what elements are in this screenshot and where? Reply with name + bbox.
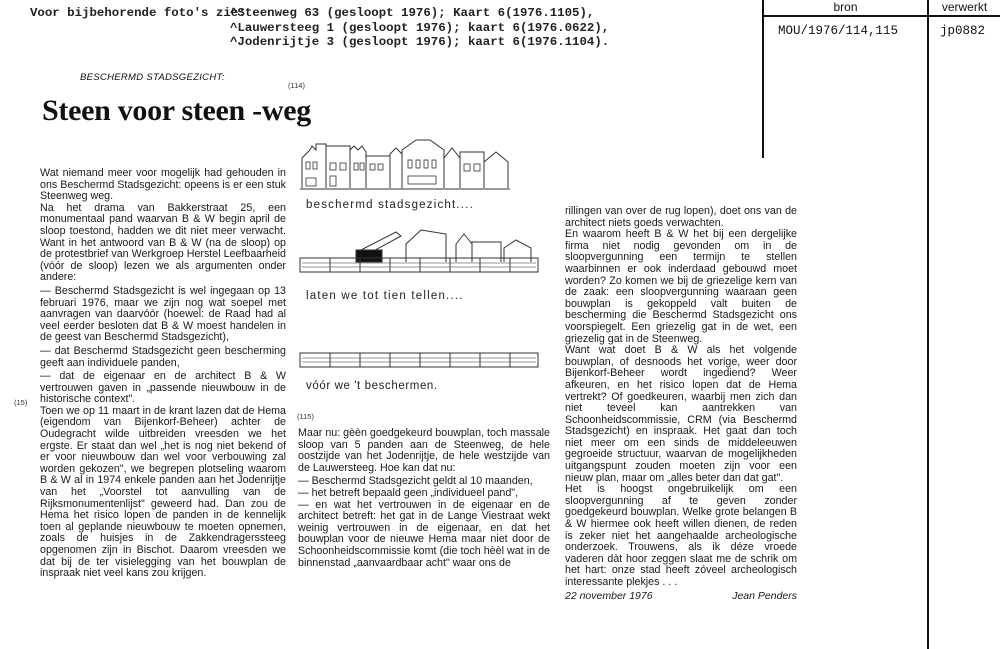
paragraph: — Beschermd Stadsgezicht is wel ingegaan op 13 februari 1976, maar we zijn nog wat soepel met aanvragen van daarvóór (hoewel: de Raad had al veel eerder besloten dat B & W moest handelen in de geest van Beschermd Stadsgezicht), xyxy=(40,284,286,344)
window-marks xyxy=(306,160,480,186)
table-header-bron: bron xyxy=(833,0,858,14)
table-value-bron: MOU/1976/114,115 xyxy=(778,24,899,38)
demolition-illustration xyxy=(296,222,546,282)
article-column-3 xyxy=(565,206,797,602)
table-header-verwerkt: verwerkt xyxy=(941,0,988,14)
photo-reference-note xyxy=(30,6,609,50)
article-author: Jean Penders xyxy=(732,589,797,602)
article-date: 22 november 1976 xyxy=(565,589,653,602)
table-value-verwerkt: jp0882 xyxy=(940,24,986,38)
illustration-caption: beschermd stadsgezicht.... xyxy=(306,199,474,211)
paragraph: Maar nu: gèèn goedgekeurd bouwplan, toch massale sloop van 5 panden aan de Steenweg, de hele oostzijde van het Jodenrijtje, de hele westzijde van de Lauwersteeg. Hoe kan dat nu: xyxy=(298,427,550,474)
paragraph: En waarom heeft B & W het bij een dergelijke firma niet nodig gevonden om in de sloopvergunning een termijn te stellen waarbinnen er ook inderdaad gebouwd moet worden? Zo komen we bij de griezelige kern van de zaak: een sloopvergunning waaraan geen bouwplan is gekoppeld valt buiten de bescherming die Beschermd Stadsgezicht ons voorspiegelt. Een griezelig gat in de wet, een griezelig gat in de Steenweg. xyxy=(565,228,797,345)
article-kicker: BESCHERMD STADSGEZICHT: xyxy=(80,72,225,83)
paragraph: — dat de eigenaar en de architect B & W vertrouwen gaven in „passende nieuwbouw in de historische context". xyxy=(40,370,286,406)
margin-mark: (15) xyxy=(14,398,28,407)
article-headline: Steen voor steen -weg xyxy=(42,94,311,127)
photo-reference-list xyxy=(230,6,609,50)
paragraph: Toen we op 11 maart in de krant lazen dat de Hema (eigendom van Bijenkorf-Beheer) achter de Oudegracht wilde uitbreiden vreesden we het ergste. Er staat dan wel „het is nog niet bekend of er voor nieuwbouw dan wel voor verbouwing zal worden gekozen", we begrepen plotseling waarom B & W al in 1974 enkele panden aan het Jodenrijtje van het „Voorstel tot aanvulling van de Rijksmonumentenlijst" geweerd had. Dan zou de Hema het risico lopen de panden in de kennelijk toen al geplande nieuwbouw te moeten opnemen, zoals de huisjes in de Zakkendragerssteeg opgenomen zijn in Bischot. Daarom vreesden we dat bij de ter visielegging van het bouwplan de inspraak niet veel kans zou krijgen. xyxy=(40,404,286,580)
remaining-facades-drawing xyxy=(406,230,531,262)
article-column-2 xyxy=(298,428,550,569)
article-signature xyxy=(565,590,797,602)
photo-reference: ^Steenweg 63 (gesloopt 1976); Kaart 6(1976.1105), xyxy=(230,6,595,20)
table-header-rule xyxy=(762,15,1000,17)
paragraph: — Beschermd Stadsgezicht geldt al 10 maanden, xyxy=(298,475,533,488)
illustration-caption: laten we tot tien tellen.... xyxy=(306,290,464,302)
fence-illustration xyxy=(296,350,546,370)
table-divider-mid xyxy=(927,0,929,649)
paragraph: Want wat doet B & W als het volgende bouwplan, of desnoods het vorige, weer door Bijenkorf-Beheer wordt ingediend? Weer afkeuren, en het risico lopen dat de Hema vertrekt? Of goedkeuren, waarbij men zich dan niet teveel kan aantrekken van Schoonheidscommissie, CRM (via Beschermd Stadsgezicht) en inspraak. Het gaat dan toch niet meer om een sinds de middeleeuwen gegroeide structuur, waarvan de mogelijkheden uitgangspunt zouden moeten zijn voor een nieuw plan, maar om „alles beter dan dat gat". xyxy=(565,344,797,484)
margin-mark: (115) xyxy=(297,412,314,421)
house-facades-drawing xyxy=(300,140,510,189)
paragraph: — het betreft bepaald geen „individueel pand", xyxy=(298,486,519,499)
illustration-caption: vóór we 't beschermen. xyxy=(306,380,438,392)
fence-drawing xyxy=(300,258,538,272)
paragraph: — en wat het vertrouwen in de eigenaar en de architect betreft: het gat in de Lange Viestraat wekt weinig vertrouwen in de eigenaar, en dat het bouwplan voor de nieuwe Hema maar niet door de Schoonheidscommissie komt (die toch hèèl wat in de binnenstad „aanvaardbaar acht" waar ons de xyxy=(298,498,550,569)
paragraph: Het is hoogst ongebruikelijk om een sloopvergunning af te geven zonder goedgekeurd bouwplan. Welke grote belangen B & W hiermee ook heeft willen dienen, de reden is zeker niet het aangehaalde archeologische onderzoek. Trouwens, als ik déze vroede vaderen dàt hoor zeggen slaat me de schrik om het hart: onze stad heeft zóveel archeologisch interessante plekjes . . . xyxy=(565,483,797,588)
paragraph: rillingen van over de rug lopen), doet ons van de architect niets goeds verwachten. xyxy=(565,205,797,229)
paragraph: — dat Beschermd Stadsgezicht geen bescherming geeft aan individuele panden, xyxy=(40,344,286,369)
paragraph: Wat niemand meer voor mogelijk had gehouden in ons Beschermd Stadsgezicht: opeens is er een stuk Steenweg weg. xyxy=(40,167,286,203)
fence-drawing xyxy=(300,353,538,367)
streetscape-illustration xyxy=(298,128,543,190)
table-divider-left xyxy=(762,0,764,158)
photo-reference: ^Jodenrijtje 3 (gesloopt 1976); kaart 6(1976.1104). xyxy=(230,35,610,49)
article-column-1 xyxy=(40,168,286,580)
paragraph: Na het drama van Bakkerstraat 25, een monumentaal pand waarvan B & W begin april de sloop toestond, hadden we dit niet meer verwacht. Want in het antwoord van B & W (na de sloop) op de protestbrief van Werkgroep Herstel Leefbaarheid (vóór de sloop) lezen we als argumenten onder andere: xyxy=(40,201,286,284)
margin-mark: (114) xyxy=(288,81,305,90)
photo-reference: ^Lauwersteeg 1 (gesloopt 1976); kaart 6(1976.0622), xyxy=(230,20,610,35)
photo-reference-label: Voor bijbehorende foto's zie: xyxy=(30,6,246,20)
